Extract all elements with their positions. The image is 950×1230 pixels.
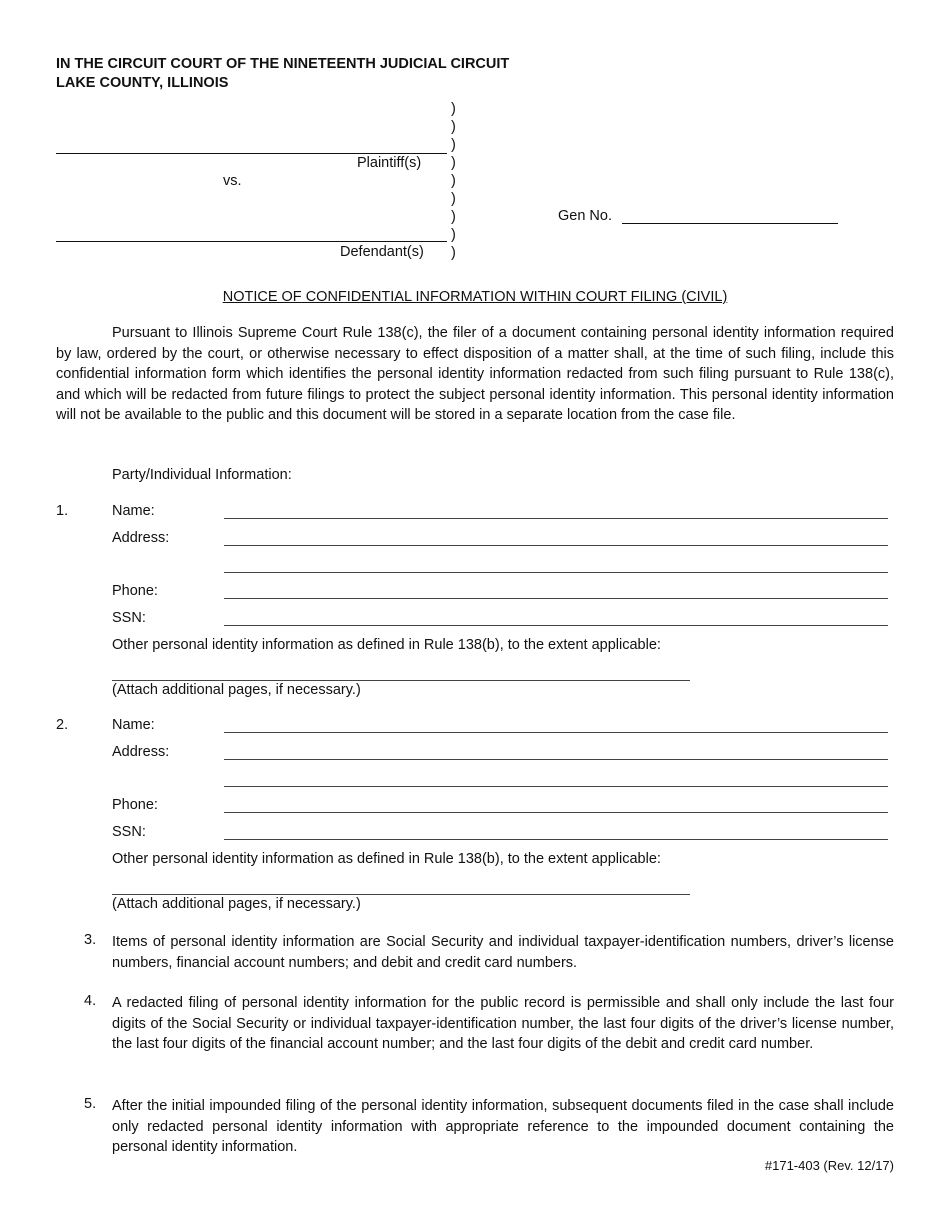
- gen-no-label: Gen No.: [558, 208, 612, 224]
- name-label: Name:: [112, 717, 155, 733]
- ssn-field[interactable]: [224, 839, 888, 840]
- caption-paren: ): [451, 191, 456, 207]
- other-info-label: Other personal identity information as defined in Rule 138(b), to the extent applicable:: [112, 637, 661, 653]
- item-number: 3.: [84, 932, 97, 948]
- caption-paren: ): [451, 101, 456, 117]
- party-number: 1.: [56, 503, 69, 519]
- phone-field[interactable]: [224, 598, 888, 599]
- party-section-heading: Party/Individual Information:: [112, 467, 292, 483]
- form-number: #171-403 (Rev. 12/17): [764, 1158, 894, 1173]
- item-text: A redacted filing of personal identity information for the public record is permissible and shall only include the last four digits of the Social Security or individual taxpayer-identification number, the last four digits of the driver’s license number, the last four digits of the financial account number; and the last four digits of the debit and credit card number.: [112, 995, 894, 1052]
- caption-paren: ): [451, 137, 456, 153]
- plaintiff-name-line[interactable]: [56, 153, 447, 154]
- other-info-label: Other personal identity information as defined in Rule 138(b), to the extent applicable:: [112, 851, 661, 867]
- other-info-field[interactable]: [112, 680, 690, 681]
- address-field-line1[interactable]: [224, 759, 888, 760]
- caption-paren: ): [451, 119, 456, 135]
- caption-paren: ): [451, 245, 456, 261]
- attach-note: (Attach additional pages, if necessary.): [112, 896, 361, 912]
- name-field[interactable]: [224, 732, 888, 733]
- party-number: 2.: [56, 717, 69, 733]
- ssn-field[interactable]: [224, 625, 888, 626]
- plaintiff-label: Plaintiff(s): [357, 155, 422, 171]
- notice-intro: Pursuant to Illinois Supreme Court Rule 138(c), the filer of a document containing personal identity information required by law, ordered by the court, or otherwise necessary to effect disposition of a matter shall, at the time of such filing, include this confidential information form which identifies the personal identity information redacted from such filing pursuant to Rule 138(c), and which will be redacted from future filings to protect the subject personal identity information. This personal identity information will not be available to the public and this document will be stored in a separate location from the case file.: [56, 325, 894, 423]
- phone-field[interactable]: [224, 812, 888, 813]
- address-label: Address:: [112, 530, 170, 546]
- gen-no-field[interactable]: [622, 223, 838, 224]
- attach-note: (Attach additional pages, if necessary.): [112, 682, 361, 698]
- notice-title: NOTICE OF CONFIDENTIAL INFORMATION WITHIN COURT FILING (CIVIL): [222, 289, 728, 305]
- defendant-name-line[interactable]: [56, 241, 447, 242]
- caption-paren: ): [451, 155, 456, 171]
- item-text: After the initial impounded filing of the personal identity information, subsequent documents filed in the case shall include only redacted personal identity information with appropriate reference to the impounded document containing the personal identity information.: [112, 1098, 894, 1155]
- caption-paren: ): [451, 227, 456, 243]
- item-text: Items of personal identity information are Social Security and individual taxpayer-identification numbers, driver’s license numbers, financial account numbers; and debit and credit card numbers.: [112, 934, 894, 971]
- vs-label: vs.: [223, 173, 242, 189]
- court-title: IN THE CIRCUIT COURT OF THE NINETEENTH JUDICIAL CIRCUIT: [56, 56, 510, 72]
- defendant-label: Defendant(s): [340, 244, 424, 260]
- item-number: 4.: [84, 993, 97, 1009]
- caption-paren: ): [451, 209, 456, 225]
- item-number: 5.: [84, 1096, 97, 1112]
- caption-paren: ): [451, 173, 456, 189]
- ssn-label: SSN:: [112, 610, 146, 626]
- court-county: LAKE COUNTY, ILLINOIS: [56, 75, 229, 91]
- phone-label: Phone:: [112, 583, 158, 599]
- address-field-line1[interactable]: [224, 545, 888, 546]
- name-label: Name:: [112, 503, 155, 519]
- address-field-line2[interactable]: [224, 572, 888, 573]
- address-label: Address:: [112, 744, 170, 760]
- address-field-line2[interactable]: [224, 786, 888, 787]
- other-info-field[interactable]: [112, 894, 690, 895]
- name-field[interactable]: [224, 518, 888, 519]
- ssn-label: SSN:: [112, 824, 146, 840]
- phone-label: Phone:: [112, 797, 158, 813]
